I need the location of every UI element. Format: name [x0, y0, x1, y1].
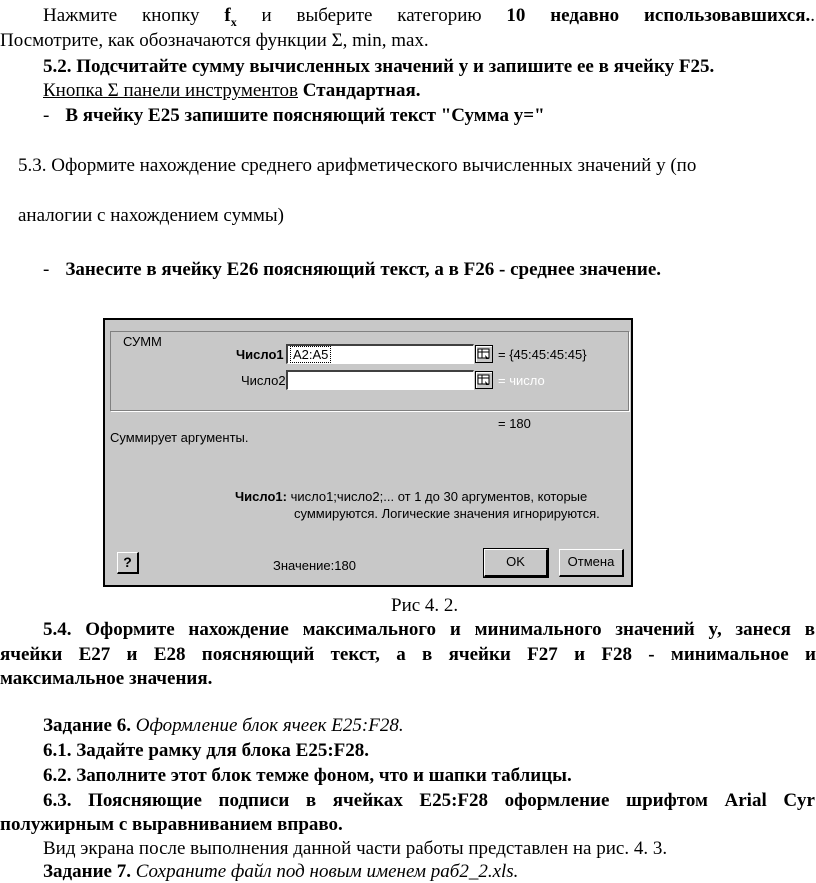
formula-value: Значение:180 — [273, 558, 356, 573]
function-arguments-dialog — [103, 318, 633, 587]
arg2-result: = число — [498, 373, 545, 388]
cancel-button[interactable]: Отмена — [559, 549, 624, 577]
step-6-3: 6.3. Поясняющие подписи в ячейках E25:F28 оформление шрифтом Arial Cyr — [43, 790, 815, 811]
step-6-2: 6.2. Заполните этот блок темже фоном, что и шапки таблицы. — [43, 765, 572, 786]
help-button[interactable]: ? — [117, 552, 139, 574]
step-5-3: 5.3. Оформите нахождение среднего арифметического вычисленных значений y (по — [18, 155, 697, 176]
arg1-result: = {45:45:45:45} — [498, 347, 587, 362]
arg-help-line1: Число1: число1;число2;... от 1 до 30 аргументов, которые — [235, 489, 588, 504]
step-5-2: 5.2. Подсчитайте сумму вычисленных значений y и запишите ее в ячейку F25. — [43, 56, 715, 77]
step-5-3-bullet: - Занесите в ячейку E26 поясняющий текст, а в F26 - среднее значение. — [43, 259, 662, 280]
arg2-label: Число2 — [241, 373, 286, 388]
view-note: Вид экрана после выполнения данной части работы представлен на рис. 4. 3. — [43, 838, 668, 859]
arg1-input[interactable]: A2:A5 — [286, 344, 474, 364]
step-5-4-cont: ячейки E27 и E28 поясняющий текст, а в ячейки F27 и F28 - минимальное и — [0, 644, 816, 665]
step-6-3-cont: полужирным с выравниванием вправо. — [0, 814, 343, 835]
ok-button[interactable]: OK — [484, 549, 548, 577]
step-5-4: 5.4. Оформите нахождение максимального и минимального значений y, занеся в — [43, 619, 815, 640]
paragraph-press-fx: Нажмите кнопку $f_x$ и выберите категорию 10 недавно использовавшихся.. — [43, 5, 815, 29]
step-6-1: 6.1. Задайте рамку для блока E25:F28. — [43, 740, 370, 761]
task-7: Задание 7. Сохраните файл под новым именем раб2_2.xls. — [43, 861, 519, 882]
figure-caption: Рис 4. 2. — [391, 595, 459, 616]
collapse-dialog-button-2[interactable] — [475, 371, 493, 389]
collapse-dialog-button-1[interactable] — [475, 345, 493, 363]
function-name: СУММ — [123, 334, 162, 349]
step-5-2-bullet: - В ячейку E25 запишите поясняющий текст "Сумма y=" — [43, 105, 545, 126]
range-select-icon — [476, 372, 492, 388]
range-select-icon — [476, 346, 492, 362]
fx-symbol: $f_x$ — [224, 5, 237, 29]
arg2-input[interactable] — [286, 370, 474, 390]
step-5-3-cont: аналогии с нахождением суммы) — [18, 205, 284, 226]
arg1-label: Число1 — [236, 347, 284, 362]
task-6-title: Задание 6. Оформление блок ячеек E25:F28. — [43, 715, 404, 736]
paragraph-functions: Посмотрите, как обозначаются функции Σ, min, max. — [0, 30, 429, 51]
arg-help-line2: суммируются. Логические значения игнорируются. — [294, 506, 600, 521]
function-description: Суммирует аргументы. — [110, 430, 249, 445]
step-5-4-end: максимальное значения. — [0, 668, 213, 689]
formula-result: = 180 — [498, 416, 531, 431]
step-5-2-hint: Кнопка Σ панели инструментов Стандартная. — [43, 80, 421, 101]
